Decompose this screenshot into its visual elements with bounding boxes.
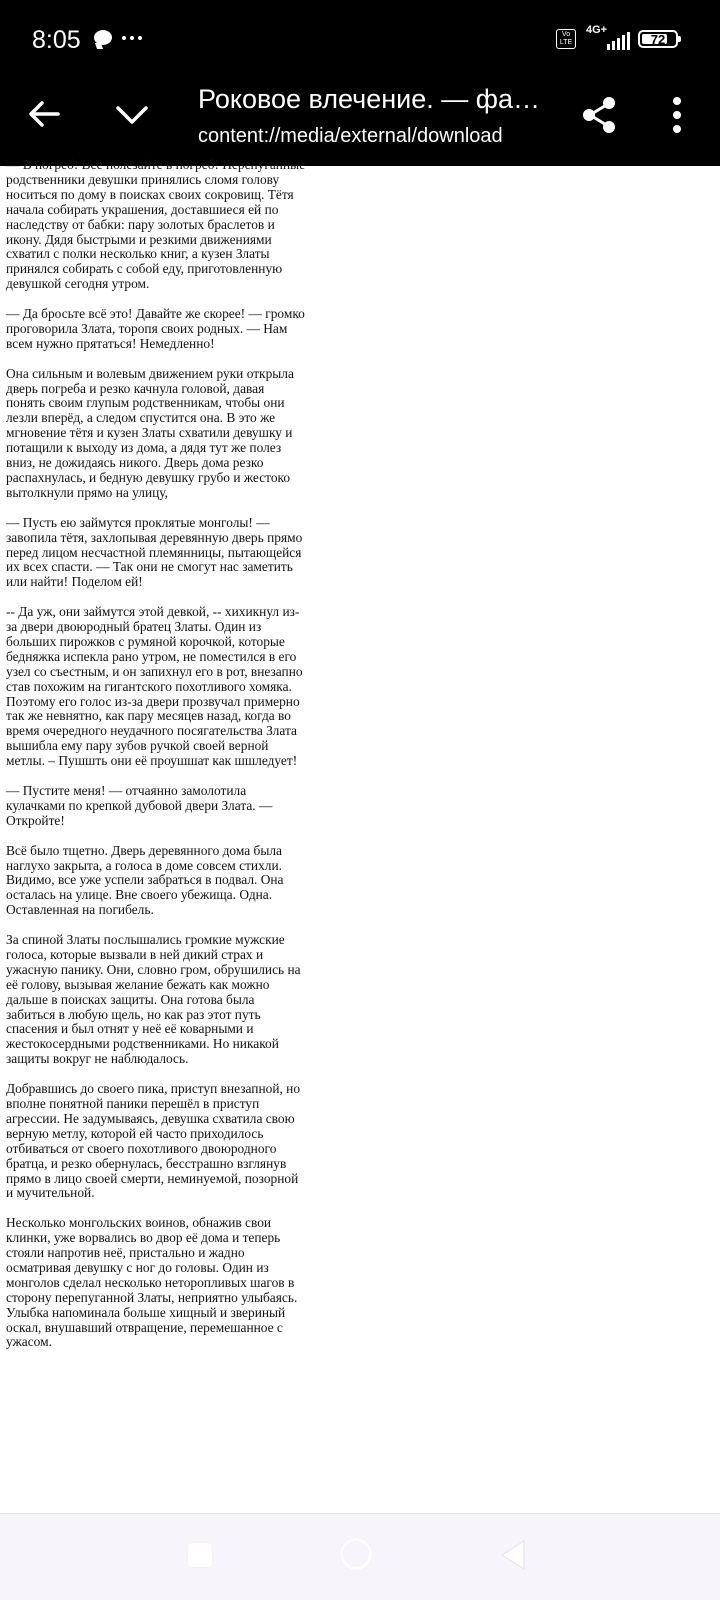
status-bar xyxy=(0,0,720,82)
more-options-button[interactable] xyxy=(662,94,692,136)
battery-icon xyxy=(638,30,678,48)
paragraph: Она сильным и волевым движением руки открыла дверь погреба и резко качнула головой, давая понять своим глупым родственникам, чтобы они лезли вперёд, а следом спустится она. В это же мгновение тётя и кузен Златы схватили девушку и потащили к выходу из дома, а дядя тут же полез вниз, не дожидаясь никого. Дверь дома резко распахнулась, и бедную девушку грубо и жестоко вытолкнули прямо на улицу, xyxy=(6,365,294,500)
paragraph: — Да бросьте всё это! Давайте же скорее! — громко проговорила Злата, торопя своих родных. — Нам всем нужно прятаться! Немедленно! xyxy=(6,306,305,351)
volte-icon: Vo LTE xyxy=(556,29,576,49)
document-uri: content://media/external/download xyxy=(198,125,503,147)
chevron-down-icon xyxy=(110,92,154,136)
status-time: 8:05 xyxy=(32,26,81,54)
document-title: Роковое влечение. — фа… xyxy=(198,84,540,114)
battery-level: 72 xyxy=(650,31,666,47)
home-button[interactable] xyxy=(340,1538,372,1570)
document-page xyxy=(6,158,306,1365)
paragraph: Всё было тщетно. Дверь деревянного дома была наглухо закрыта, а голоса в доме совсем стихли. Видимо, все уже успели забраться в подвал. Она осталась на улице. Вне своего убежища. Одна. Оставленная на погибель. xyxy=(6,842,284,918)
more-vert-icon xyxy=(662,94,692,136)
app-toolbar xyxy=(0,82,720,166)
paragraph: — Пустите меня! — отчаянно замолотила кулачками по крепкой дубовой двери Злата. — Откройте! xyxy=(6,782,273,828)
paragraph: За спиной Златы послышались громкие мужские голоса, которые вызвали в ней дикий страх и ужасную панику. Они, словно гром, обрушились на её голову, вызывая желание бежать как можно дальше в поисках защиты. Она готова была забиться в любую щель, но как раз этот путь спасения и был отнят у неё её коварными и жестокосердными родственниками. Но никакой защиты вокруг не наблюдалось. xyxy=(6,932,301,1067)
paragraph: Добравшись до своего пика, приступ внезапной, но вполне понятной паники перешёл в приступ агрессии. Не задумываясь, девушка схватила свою верную метлу, которой ей часто приходилось отбиваться от своего похотливого двоюродного братца, и резко обернулась, бесстрашно взглянув прямо в лицо своей смерти, неминуемой, позорной и мучительной. xyxy=(6,1081,301,1201)
more-notifications-icon xyxy=(122,36,142,40)
system-navigation-bar xyxy=(0,1514,720,1600)
paragraph: — Пусть ею займутся проклятые монголы! — завопила тётя, захлопывая деревянную дверь прямо перед лицом несчастной племянницы, пытающейся их всех спасти. — Так они не смогут нас заметить или найти! Поделом ей! xyxy=(6,514,303,590)
paragraph: -- Да уж, они займутся этой девкой, -- хихикнул из-за двери двоюродный братец Златы. Один из больших пирожков с румяной корочкой, которые бедняжка испекла рано утром, не поместился в его узел со съестным, и он запихнул его в рот, внезапно став похожим на гигантского похотливого хомяка. Поэтому его голос из-за двери прозвучал примерно так же невнятно, как пару месяцев назад, когда во время очередного неудачного посягательства Злата вышибла ему пару зубов ручкой своей верной метлы. – Пушшть они её проушшат как шшледует! xyxy=(6,604,303,769)
paragraph: Несколько монгольских воинов, обнажив свои клинки, уже ворвались во двор её дома и теперь стояли напротив неё, пристально и жадно осматривая девушку с ног до головы. Один из монголов сделал несколько неторопливых шагов в сторону перепуганной Златы, неприятно улыбаясь. Улыбка напоминала больше хищный и звериный оскал, внушавший отвращение, перемешанное с ужасом. xyxy=(6,1215,298,1350)
document-title-block xyxy=(198,82,538,148)
signal-strength-icon xyxy=(584,24,630,50)
triangle-back-icon xyxy=(498,1538,528,1572)
message-notification-icon xyxy=(94,30,112,45)
document-viewer[interactable] xyxy=(0,157,720,1513)
paragraph: — В погреб! Все полезайте в погреб! Перепуганные родственники девушки принялись сломя голову носиться по дому в поисках своих сокровищ. Тётя начала собирать украшения, доставшиеся ей по наследству от бабки: пару золотых браслетов и икону. Дядя быстрыми и резкими движениями схватил с полки несколько книг, а кузен Златы принялся собирать с собой еду, приготовленную девушкой сегодня утром. xyxy=(6,157,306,292)
collapse-button[interactable] xyxy=(110,92,154,136)
share-button[interactable] xyxy=(578,94,620,136)
network-type-label: 4G+ xyxy=(586,24,608,36)
back-button[interactable] xyxy=(22,92,66,136)
arrow-back-icon xyxy=(22,92,66,136)
recents-button[interactable] xyxy=(188,1543,212,1567)
system-back-button[interactable] xyxy=(498,1538,528,1572)
share-icon xyxy=(578,94,620,136)
